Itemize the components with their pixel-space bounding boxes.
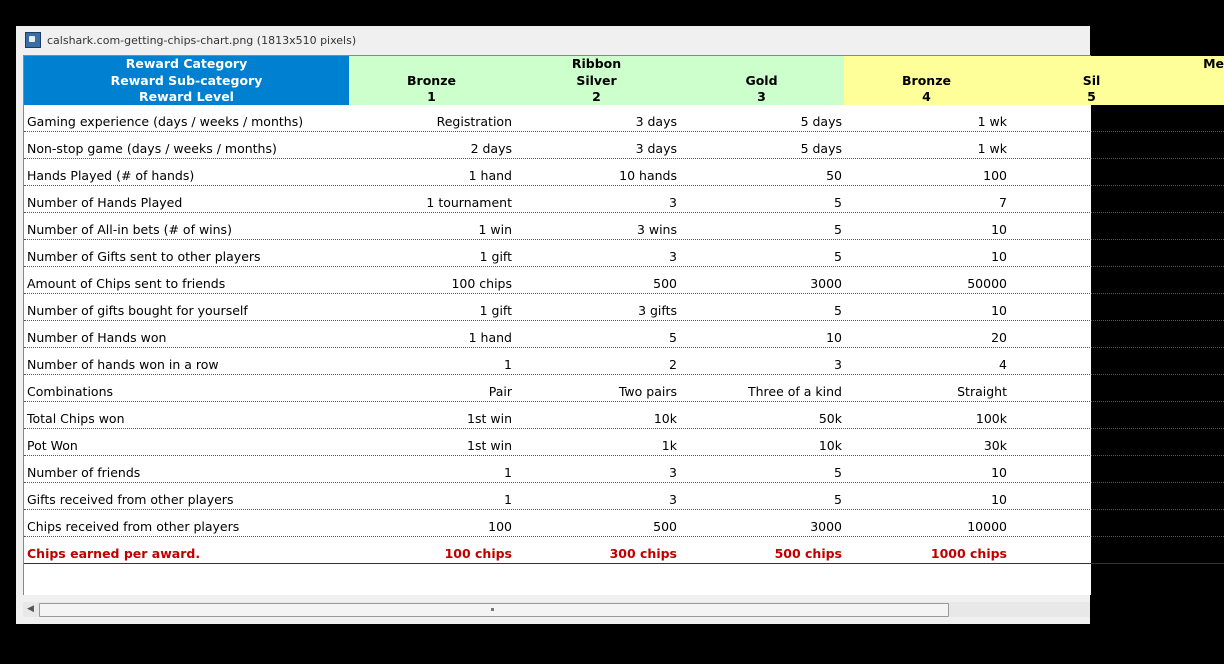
table-row [24, 510, 1224, 537]
table-row [24, 375, 1224, 402]
total-value: 500 chips [774, 546, 842, 561]
row-label: Number of Gifts sent to other players [27, 249, 261, 264]
row-value: 5 days [800, 141, 842, 156]
header-level: 3 [757, 89, 766, 104]
table-row [24, 132, 1224, 159]
table-row [24, 213, 1224, 240]
row-label: Hands Played (# of hands) [27, 168, 195, 183]
header-level-col-3 [679, 56, 844, 105]
header-subcategory: Gold [745, 72, 778, 88]
table-row [24, 159, 1224, 186]
row-label: Pot Won [27, 438, 78, 453]
row-value: 10 [991, 492, 1007, 507]
row-value: 1 gift [479, 249, 512, 264]
header-level: 4 [922, 89, 931, 104]
row-value: 1 win [478, 222, 512, 237]
row-value: 1 wk [977, 114, 1007, 129]
row-value: 10 [991, 303, 1007, 318]
row-value: Registration [436, 114, 512, 129]
row-value: 50 [826, 168, 842, 183]
row-value: 7 [999, 195, 1007, 210]
row-value: 5 [834, 195, 842, 210]
table-row [24, 105, 1224, 132]
chips-chart [24, 56, 1224, 595]
total-value: 300 chips [609, 546, 677, 561]
row-value: Two pairs [618, 384, 677, 399]
table-row [24, 483, 1224, 510]
row-value: 5 [834, 492, 842, 507]
row-value: 50k [818, 411, 842, 426]
horizontal-scrollbar[interactable] [23, 602, 1090, 617]
window-title: calshark.com-getting-chips-chart.png (1813x510 pixels) [47, 33, 357, 47]
row-value: 1 hand [468, 168, 512, 183]
header-level-col-5 [1009, 56, 1174, 105]
row-value: 5 [834, 465, 842, 480]
header-category-ribbon: Ribbon [571, 56, 622, 71]
row-value: 2 days [470, 141, 512, 156]
row-label: Combinations [27, 384, 113, 399]
table-row [24, 186, 1224, 213]
row-value: Pair [488, 384, 512, 399]
row-value: 10 [991, 465, 1007, 480]
row-label: Number of hands won in a row [27, 357, 219, 372]
header-level-col-1 [349, 56, 514, 105]
row-label: Amount of Chips sent to friends [27, 276, 226, 291]
header-reward-subcategory: Reward Sub-category [110, 72, 263, 88]
row-value: 5 [834, 249, 842, 264]
header-labels [24, 56, 349, 105]
row-value: 3 gifts [638, 303, 677, 318]
total-row [24, 537, 1224, 564]
scroll-thumb[interactable] [39, 603, 949, 617]
row-value: 3000 [810, 519, 842, 534]
header-reward-category: Reward Category [125, 56, 248, 71]
row-value: 3 wins [636, 222, 677, 237]
row-value: 5 [834, 222, 842, 237]
row-value: 3 days [635, 141, 677, 156]
header-level: 2 [592, 89, 601, 104]
table-row [24, 402, 1224, 429]
scroll-grip-icon [491, 608, 494, 611]
row-value: 500 [653, 519, 677, 534]
row-value: 1st win [467, 411, 512, 426]
row-label: Chips received from other players [27, 519, 240, 534]
row-value: 30k [983, 438, 1007, 453]
row-value: 3 days [635, 114, 677, 129]
total-value: 100 chips [444, 546, 512, 561]
row-value: 10 [991, 222, 1007, 237]
row-value: 100 [983, 168, 1007, 183]
row-value: Three of a kind [747, 384, 842, 399]
row-value: 20 [991, 330, 1007, 345]
row-label: Gifts received from other players [27, 492, 234, 507]
row-value: 100 chips [451, 276, 512, 291]
row-label: Non-stop game (days / weeks / months) [27, 141, 277, 156]
table-row [24, 294, 1224, 321]
row-value: 3 [669, 195, 677, 210]
header-level: 5 [1087, 89, 1096, 104]
row-value: 1 hand [468, 330, 512, 345]
header-subcategory: Bronze [407, 72, 456, 88]
row-value: 1 [504, 492, 512, 507]
row-value: 10k [653, 411, 677, 426]
row-value: 3 [669, 492, 677, 507]
row-value: 1st win [467, 438, 512, 453]
table-row [24, 429, 1224, 456]
row-value: 4 [999, 357, 1007, 372]
scroll-left-arrow-icon[interactable]: ◀ [27, 604, 34, 614]
row-label: Number of friends [27, 465, 141, 480]
title-bar[interactable] [16, 26, 1090, 54]
header-level: 1 [427, 89, 436, 104]
row-label: Number of Hands won [27, 330, 167, 345]
row-value: 5 [834, 303, 842, 318]
header-reward-level: Reward Level [139, 89, 234, 104]
row-value: 3 [669, 465, 677, 480]
table-row [24, 240, 1224, 267]
row-value: 10k [818, 438, 842, 453]
row-value: 100 [488, 519, 512, 534]
row-value: 1k [661, 438, 677, 453]
total-value: 1000 chips [930, 546, 1007, 561]
row-value: 1 [504, 465, 512, 480]
image-viewport[interactable] [23, 55, 1224, 595]
header-subcategory: Bronze [902, 72, 951, 88]
row-label: Total Chips won [27, 411, 125, 426]
row-label: Number of Hands Played [27, 195, 183, 210]
row-label: Number of All-in bets (# of wins) [27, 222, 232, 237]
row-value: 100k [975, 411, 1007, 426]
row-value: 10 [991, 249, 1007, 264]
row-value: Straight [957, 384, 1007, 399]
image-viewer-window [16, 26, 1224, 624]
row-value: 500 [653, 276, 677, 291]
row-value: 3 [834, 357, 842, 372]
table-row [24, 456, 1224, 483]
image-viewer-icon [25, 32, 41, 48]
row-value: 3000 [810, 276, 842, 291]
header-level-col-2 [514, 56, 679, 105]
row-label: Number of gifts bought for yourself [27, 303, 248, 318]
row-value: 50000 [967, 276, 1007, 291]
row-value: 5 [669, 330, 677, 345]
total-label: Chips earned per award. [27, 546, 201, 561]
row-value: 1 tournament [426, 195, 512, 210]
row-value: 5 days [800, 114, 842, 129]
row-value: 2 [669, 357, 677, 372]
row-value: 1 [504, 357, 512, 372]
table-row [24, 348, 1224, 375]
row-value: 3 [669, 249, 677, 264]
row-value: 1 gift [479, 303, 512, 318]
row-label: Gaming experience (days / weeks / months) [27, 114, 304, 129]
row-value: 1 wk [977, 141, 1007, 156]
table-row [24, 267, 1224, 294]
table-row [24, 321, 1224, 348]
row-value: 10000 [967, 519, 1007, 534]
header-category-medal: Me [1203, 56, 1224, 71]
header-subcategory: Silver [576, 72, 617, 88]
header-level-col-4 [844, 56, 1009, 105]
header-subcategory: Sil [1082, 72, 1101, 88]
row-value: 10 [826, 330, 842, 345]
row-value: 10 hands [619, 168, 677, 183]
